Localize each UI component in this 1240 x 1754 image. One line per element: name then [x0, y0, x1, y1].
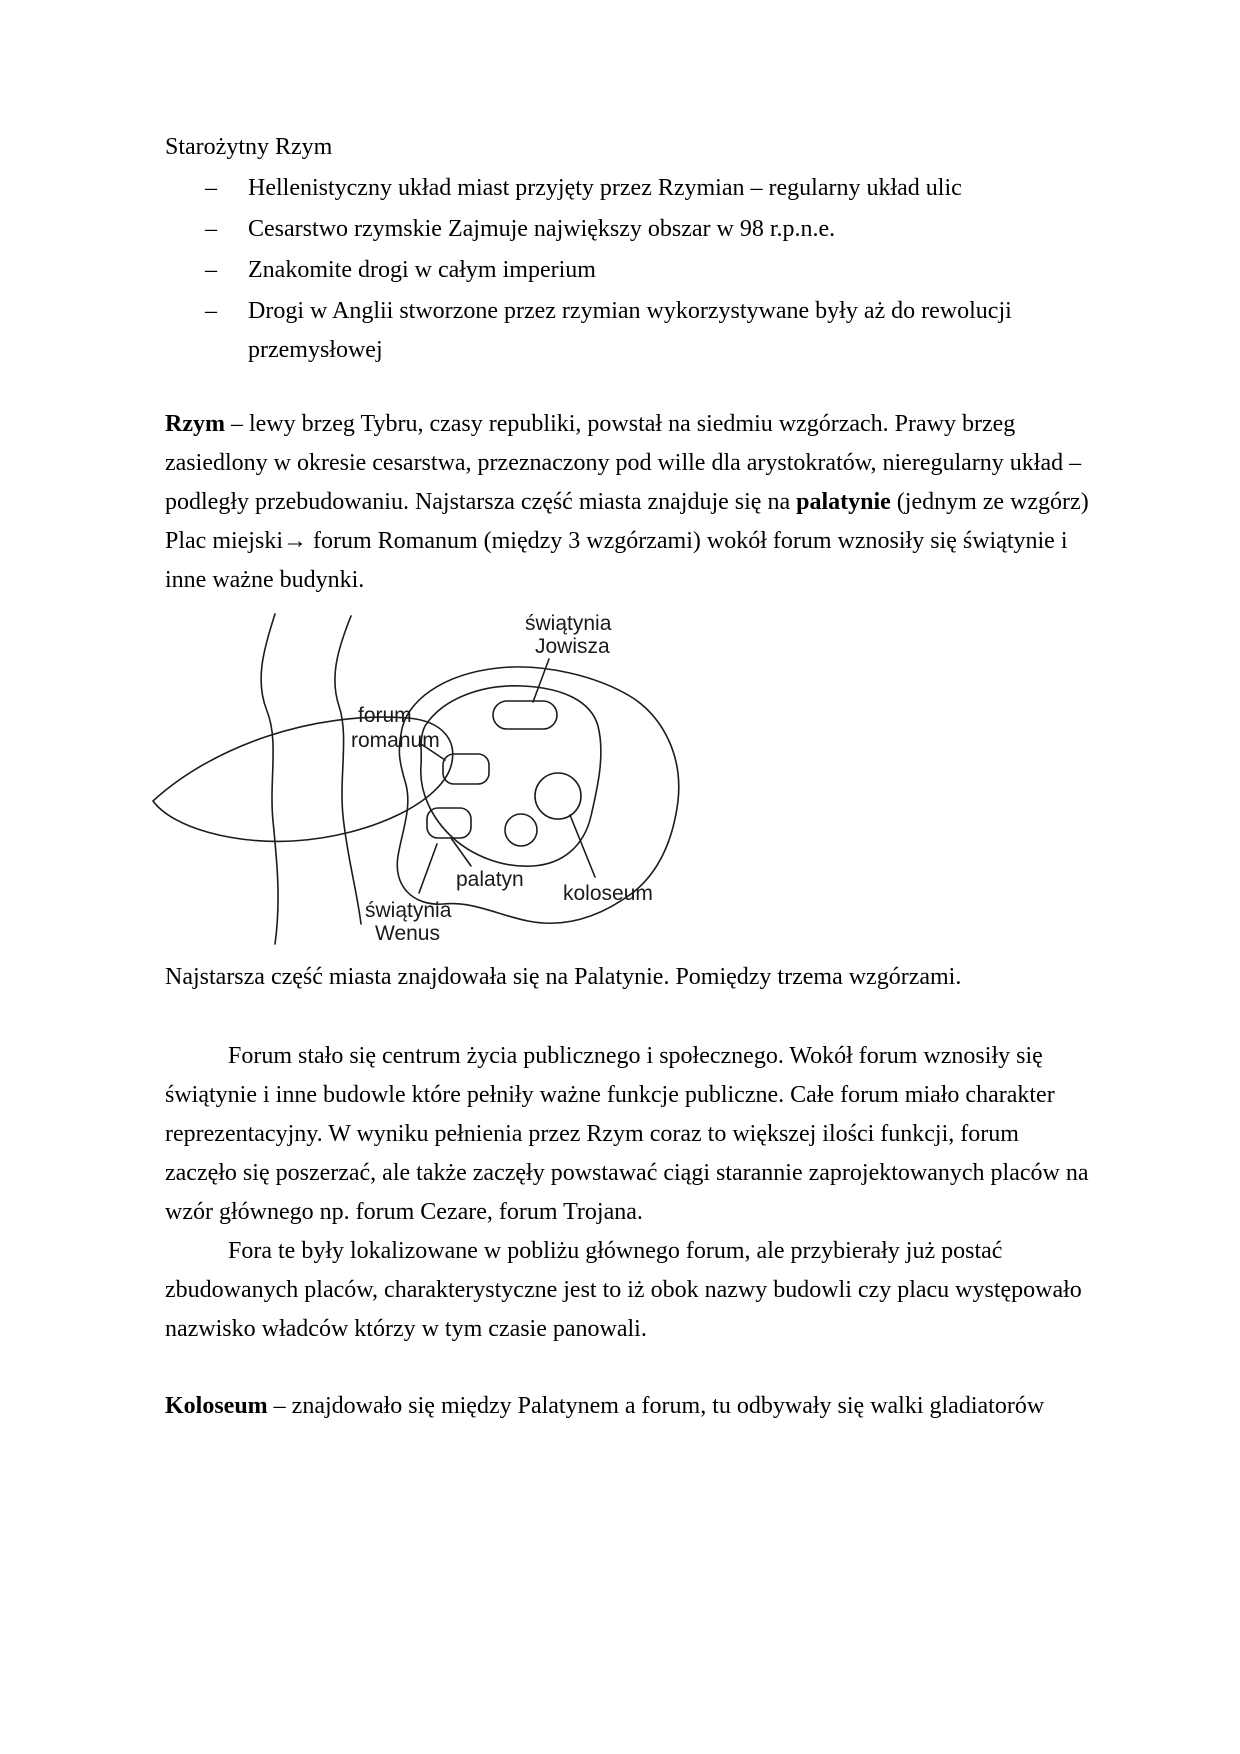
rome-map-diagram [143, 606, 1095, 958]
paragraph-fora: Fora te były lokalizowane w pobliżu głównego forum, ale przybierały już postać zbudowanych placów, charakterystyczne jest to iż obok nazwy budowli czy placu występowało nazwisko władców którzy w tym czasie panowali. [165, 1238, 1082, 1342]
bullet-text: Hellenistyczny układ miast przyjęty przez Rzymian – regularny układ ulic [248, 175, 962, 201]
bullet-dash: – [205, 175, 217, 201]
bullet-dash: – [205, 216, 217, 242]
label-koloseum: koloseum [563, 882, 653, 905]
bullet-text: Drogi w Anglii stworzone przez rzymian wykorzystywane były aż do rewolucji przemysłowej [248, 298, 1012, 363]
document-content [165, 128, 1095, 1426]
paragraph-najstarsza: Najstarsza część miasta znajdowała się na Palatynie. Pomiędzy trzema wzgórzami. [165, 964, 962, 990]
small-hill-circle [505, 814, 537, 846]
bullet-dash: – [205, 257, 217, 283]
label-temple-jupiter-line2: Jowisza [535, 635, 610, 658]
leader-palatyn [451, 838, 471, 866]
temple-of-jupiter-shape [493, 701, 557, 729]
label-palatyn: palatyn [456, 868, 524, 891]
bullet-dash: – [205, 298, 217, 324]
leader-temple-venus [419, 844, 437, 893]
label-temple-jupiter-line1: świątynia [525, 612, 612, 635]
label-temple-venus-line1: świątynia [365, 899, 452, 922]
river-right-line [335, 616, 361, 924]
river-left-line [261, 614, 278, 944]
bullet-list [165, 169, 1095, 370]
paragraph-forum: Forum stało się centrum życia publicznego i społecznego. Wokół forum wznosiły się świątynie i inne budowle które pełniły ważne funkcje publiczne. Całe forum miało charakter reprezentacyjny. W wyniku pełnienia przez Rzym coraz to większej ilości funkcji, forum zaczęło się poszerzać, ale także zaczęły powstawać ciągi starannie zaprojektowanych placów na wzór głównego np. forum Cezare, forum Trojana. [165, 1043, 1089, 1225]
bullet-text: Znakomite drogi w całym imperium [248, 257, 596, 283]
bullet-item [165, 210, 1095, 249]
label-forum-line1: forum [358, 704, 412, 727]
colosseum-circle [535, 773, 581, 819]
leader-temple-jupiter [533, 659, 549, 702]
paragraph-rzym: Rzym – lewy brzeg Tybru, czasy republiki, powstał na siedmiu wzgórzach. Prawy brzeg zasiedlony w okresie cesarstwa, przeznaczony pod wille dla arystokratów, nieregularny układ – podległy przebudowaniu. Najstarsza część miasta znajduje się na palatynie (jednym ze wzgórz) Plac miejski→ forum Romanum (między 3 wzgórzami) wokół forum wznosiły się świątynie i inne ważne budynki. [165, 411, 1089, 593]
bullet-item [165, 169, 1095, 208]
paragraph-koloseum: Koloseum – znajdowało się między Palatynem a forum, tu odbywały się walki gladiatorów [165, 1393, 1045, 1419]
label-temple-venus-line2: Wenus [375, 922, 440, 945]
page-title: Starożytny Rzym [165, 134, 333, 160]
bullet-text: Cesarstwo rzymskie Zajmuje największy obszar w 98 r.p.n.e. [248, 216, 836, 242]
label-forum-line2: romanum [351, 729, 440, 752]
bullet-item [165, 292, 1095, 370]
leader-koloseum [570, 815, 595, 877]
bullet-item [165, 251, 1095, 290]
inner-district-outline [421, 686, 601, 866]
rome-map-svg [143, 606, 703, 956]
